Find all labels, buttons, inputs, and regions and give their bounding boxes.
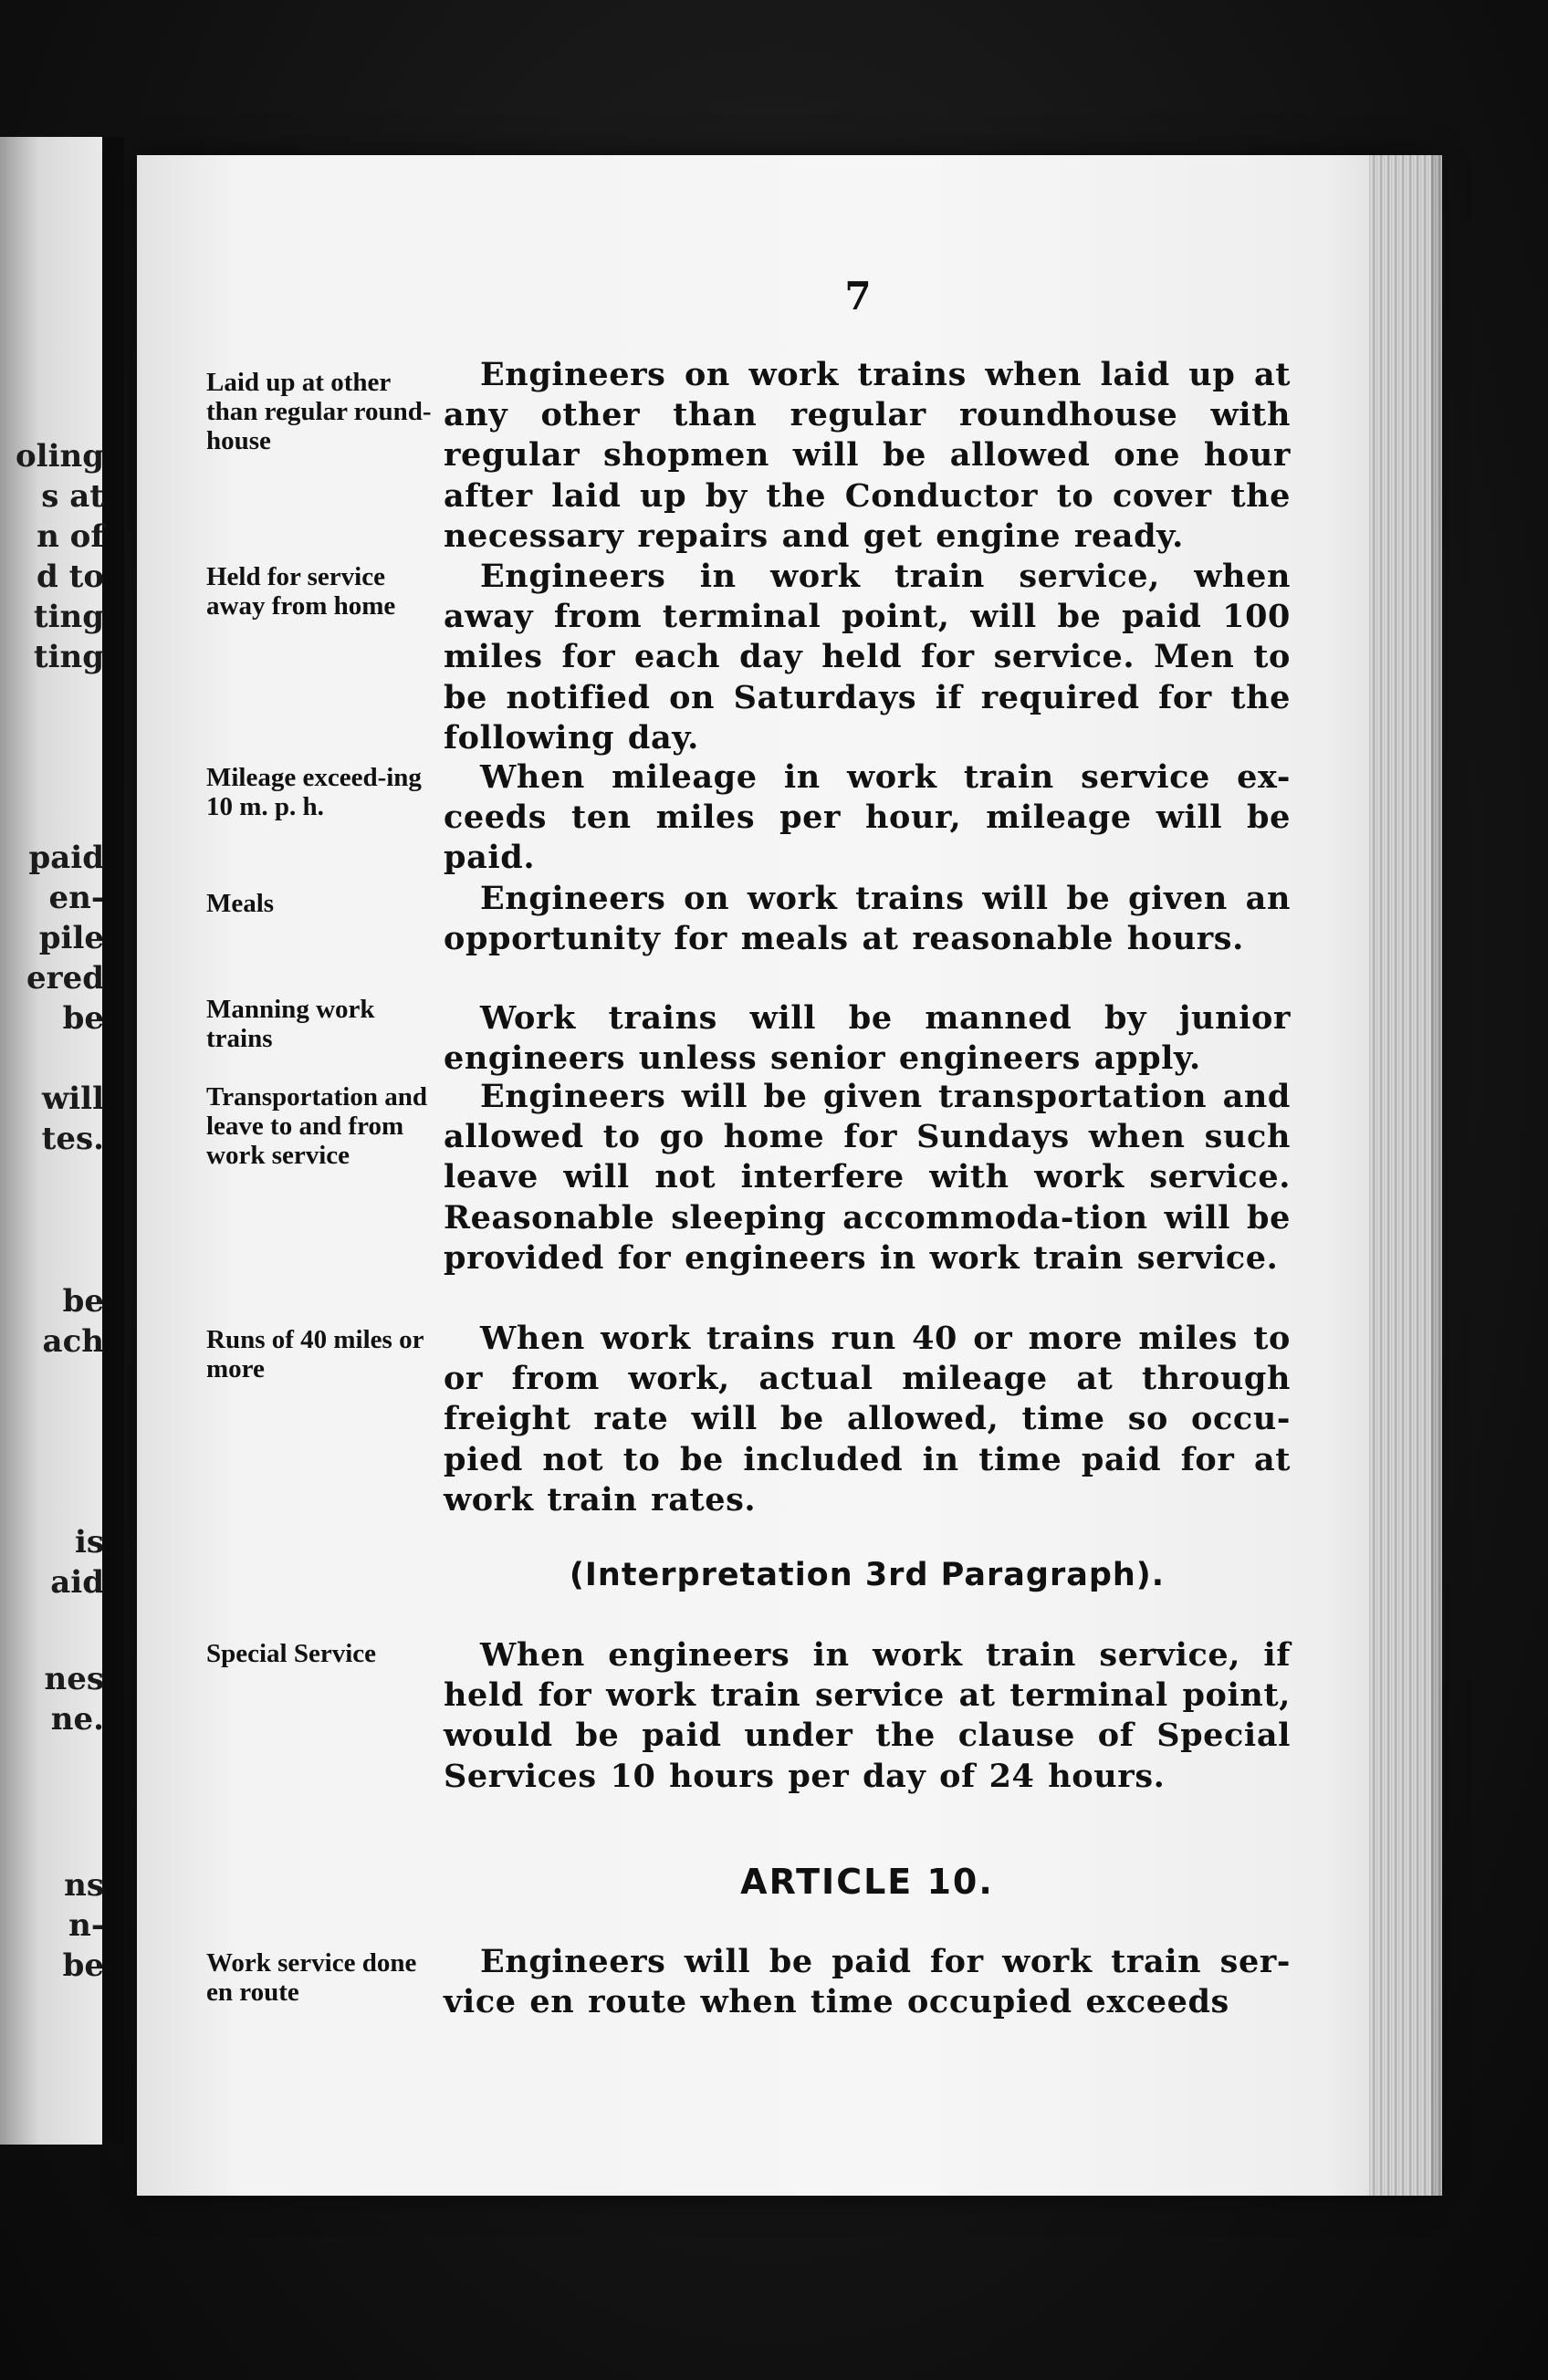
left-fragment: aid xyxy=(50,1564,104,1601)
page-edge-stack xyxy=(1369,155,1442,2196)
left-fragment: will xyxy=(41,1080,104,1117)
paragraph: When work trains run 40 or more miles to or from work, actual mileage at through freight rate will be allowed, time so occu-pied not to be included in time paid for at work train rates. xyxy=(444,1320,1291,1519)
left-fragment: be xyxy=(62,1000,104,1037)
left-fragment: nes xyxy=(44,1661,104,1697)
paragraph: When engineers in work train service, if held for work train service at terminal point, would be paid under the clause of Special Services 10 hours per day of 24 hours. xyxy=(444,1636,1291,1795)
page-gutter xyxy=(102,137,124,2145)
paragraph: Engineers will be paid for work train ser-vice en route when time occupied exceeds xyxy=(444,1943,1291,2021)
left-fragment: tes. xyxy=(41,1121,104,1157)
left-fragment: s at xyxy=(41,478,104,515)
interpretation-heading: (Interpretation 3rd Paragraph). xyxy=(569,1557,1166,1593)
margin-note: Meals xyxy=(206,889,275,918)
left-fragment: be xyxy=(62,1947,104,1984)
left-fragment: be xyxy=(62,1283,104,1320)
left-fragment: ach xyxy=(42,1323,104,1360)
left-fragment: ns xyxy=(64,1867,104,1904)
left-fragment: ered xyxy=(26,960,104,997)
left-fragment: n- xyxy=(68,1907,104,1944)
margin-note: Special Service xyxy=(206,1639,377,1668)
left-fragment: pile xyxy=(38,920,104,956)
left-fragment: ting xyxy=(33,639,104,675)
margin-note: Runs of 40 miles or more xyxy=(206,1325,424,1383)
margin-note: Transportation and leave to and from work service xyxy=(206,1082,427,1170)
page-number: 7 xyxy=(844,274,872,318)
margin-note: Laid up at other than regular round-house xyxy=(206,368,432,455)
paragraph: Engineers in work train service, when away from terminal point, will be paid 100 miles for each day held for service. Men to be notified on Saturdays if required for the following day. xyxy=(444,558,1291,757)
paragraph: When mileage in work train service ex-ceeds ten miles per hour, mileage will be paid. xyxy=(444,758,1291,877)
left-fragment: ne. xyxy=(50,1701,104,1738)
left-fragment: n of xyxy=(37,518,104,555)
facing-page-fragment xyxy=(0,137,111,2145)
left-fragment: paid xyxy=(28,840,104,876)
left-fragment: oling xyxy=(15,438,104,475)
paragraph: Engineers on work trains when laid up at any other than regular roundhouse with regular shopmen will be allowed one hour after laid up by the Conductor to cover the necessary repairs and get engine ready. xyxy=(444,356,1291,555)
margin-note: Mileage exceed-ing 10 m. p. h. xyxy=(206,763,422,821)
left-fragment: ting xyxy=(33,599,104,635)
margin-note: Manning work trains xyxy=(206,995,375,1053)
paragraph: Engineers on work trains will be given an opportunity for meals at reasonable hours. xyxy=(444,880,1291,958)
paragraph: Work trains will be manned by junior engineers unless senior engineers apply. xyxy=(444,999,1291,1078)
paragraph: Engineers will be given transportation and allowed to go home for Sundays when such leave will not interfere with work service. Reasonable sleeping accommoda-tion will be provided for engineers in work train service. xyxy=(444,1078,1291,1277)
left-fragment: en- xyxy=(48,880,104,916)
left-fragment: d to xyxy=(37,558,104,595)
margin-note: Held for service away from home xyxy=(206,562,396,621)
article-heading: ARTICLE 10. xyxy=(740,1862,994,1902)
left-fragment: is xyxy=(74,1524,104,1561)
margin-note: Work service done en route xyxy=(206,1948,417,2007)
